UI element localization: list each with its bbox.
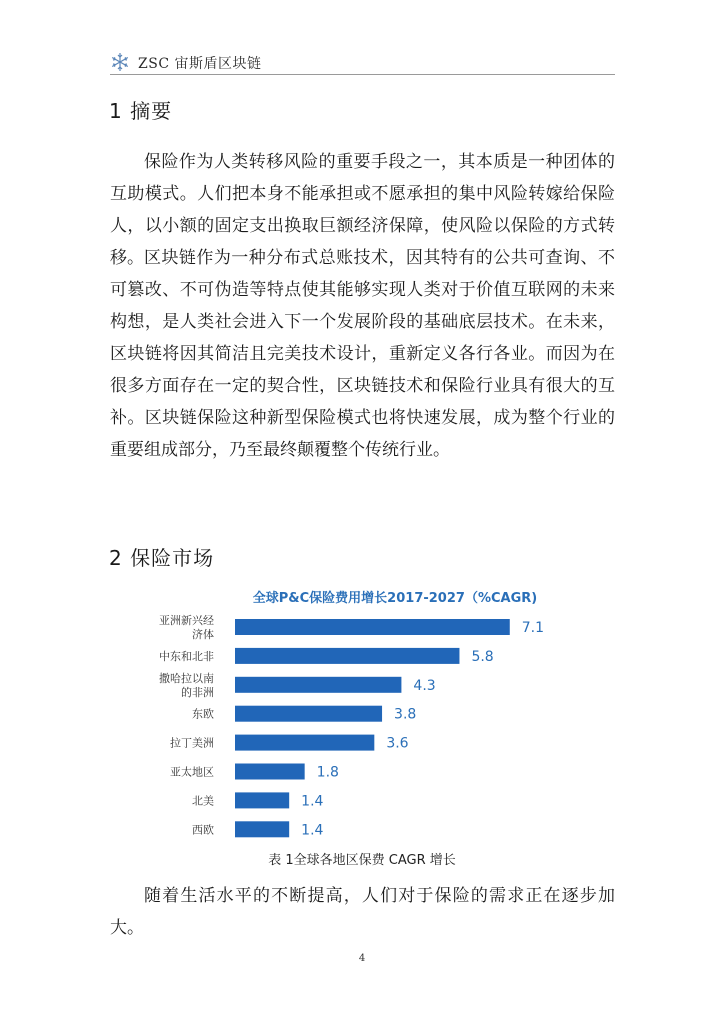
bar [235,764,305,780]
table-caption: 表 1全球各地区保费 CAGR 增长 [268,853,456,868]
value-label: 7.1 [521,620,545,636]
bar [235,735,374,751]
value-label: 5.8 [471,648,494,665]
abstract-paragraph-1: 保险作为人类转移风险的重要手段之一，其本质是一种团体的互助模式。人们把本身不能承担或不愿承担的集中风险转嫁给保险人，以小额的固定支出换取巨额经济保障，使风险以保险的方式转移。 [110,152,615,268]
category-label: 的非洲 [181,685,214,699]
bar [235,648,459,664]
category-label: 拉丁美洲 [170,736,214,750]
value-label: 1.4 [301,793,324,810]
bar [235,677,401,693]
bar [235,821,289,837]
cagr-bar-chart [140,586,590,846]
category-label: 中东和北非 [159,649,214,663]
value-label: 1.4 [301,822,324,839]
page-header [110,50,615,75]
section-title-abstract: 1 摘要 [109,99,173,123]
category-label: 北美 [192,794,214,808]
category-label: 东欧 [192,707,214,721]
value-label: 3.6 [386,735,409,752]
category-label: 撒哈拉以南 [159,671,214,685]
snowflake-icon [110,52,130,72]
page-number: 4 [358,953,366,964]
value-label: 1.8 [316,764,339,781]
header-title: ZSC 宙斯盾区块链 [138,56,262,72]
section-title-insurance-market: 2 保险市场 [109,546,215,570]
bar [235,706,382,722]
market-paragraph: 随着生活水平的不断提高，人们对于保险的需求正在逐步加大。 [110,886,615,938]
category-label: 西欧 [192,823,214,837]
value-label: 4.3 [413,677,436,694]
category-label: 济体 [192,628,214,641]
category-label: 亚太地区 [170,765,214,779]
value-label: 3.8 [394,706,417,723]
category-label: 亚洲新兴经 [159,614,214,627]
bar [235,792,289,808]
chart-title: 全球P&C保险费用增长2017-2027（%CAGR) [252,591,538,606]
abstract-paragraph-2: 区块链作为一种分布式总账技术，因其特有的公共可查询、不可篡改、不可伪造等特点使其能够实现人类对于价值互联网的未来构想，是人类社会进入下一个发展阶段的基础底层技术。在未来，区块链将因其简洁且完美技术设计，重新定义各行各业。而因为在很多方面存在一定的契合性，区块链技术和保险行业具有很大的互补。区块链保险这种新型保险模式也将快速发展，成为整个行业的重要组成部分，乃至最终颠覆整个传统行业。 [110,248,615,460]
bar [235,619,510,635]
